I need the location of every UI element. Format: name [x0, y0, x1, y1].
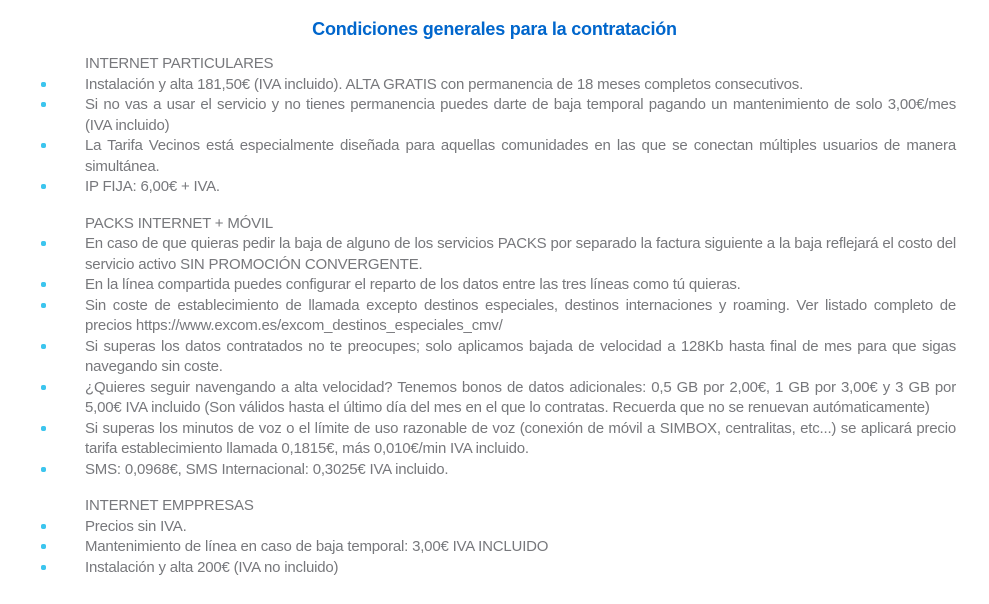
bullet-icon: [41, 102, 46, 107]
list-item-text: IP FIJA: 6,00€ + IVA.: [85, 178, 220, 195]
bullet-icon: [41, 565, 46, 570]
list-item: [85, 558, 956, 579]
bullet-icon: [41, 544, 46, 549]
section-heading: PACKS INTERNET + MÓVIL: [85, 214, 274, 232]
list-item-text: En caso de que quieras pedir la baja de alguno de los servicios PACKS por separado la factura siguiente a la baja reflejará el costo del servicio activo SIN PROMOCIÓN CONVERGENTE.: [85, 235, 956, 273]
list-item-text: Si superas los minutos de voz o el límite de uso razonable de voz (conexión de móvil a SIMBOX, centralitas, etc...) se aplicará precio tarifa establecimiento llamada 0,1815€, más 0,010€/min IVA incluido.: [85, 419, 956, 457]
list-item: [85, 460, 956, 481]
list-item: [85, 378, 956, 419]
list-item: [85, 75, 956, 96]
conditions-content: [85, 54, 956, 578]
bullet-icon: [41, 282, 46, 287]
list-item: [85, 95, 956, 136]
list-item-text: Instalación y alta 200€ (IVA no incluido): [85, 558, 339, 576]
section-internet-empresas: [85, 496, 956, 578]
section-internet-particulares: [85, 54, 956, 198]
bullet-icon: [41, 524, 46, 529]
list-item: [85, 337, 956, 378]
list-item: [85, 275, 956, 296]
bullet-icon: [41, 385, 46, 390]
bullet-icon: [41, 303, 46, 308]
bullet-list: [85, 517, 956, 579]
list-item-text: Precios sin IVA.: [85, 517, 187, 535]
list-item-text: Sin coste de establecimiento de llamada excepto destinos especiales, destinos internaciones y roaming. Ver listado completo de precios https://www.excom.es/excom_destinos_especiales_cmv/: [85, 296, 956, 334]
bullet-icon: [41, 426, 46, 431]
list-item: [85, 537, 956, 558]
list-item-text: ¿Quieres seguir navengando a alta velocidad? Tenemos bonos de datos adicionales: 0,5 GB por 2,00€, 1 GB por 3,00€ y 3 GB por 5,00€ IVA incluido (Son válidos hasta el último día del mes en el que lo contratas. Recuerda que no se renuevan autómaticamente): [85, 378, 956, 416]
list-item: [85, 517, 956, 538]
bullet-list: [85, 75, 956, 198]
bullet-icon: [41, 82, 46, 87]
list-item-text: Si no vas a usar el servicio y no tienes permanencia puedes darte de baja temporal pagando un mantenimiento de solo 3,00€/mes (IVA incluido): [85, 96, 956, 134]
list-item-text: Mantenimiento de línea en caso de baja temporal: 3,00€ IVA INCLUIDO: [85, 538, 549, 555]
list-item: [85, 296, 956, 337]
bullet-icon: [41, 344, 46, 349]
list-item-text: Instalación y alta 181,50€ (IVA incluido). ALTA GRATIS con permanencia de 18 meses completos consecutivos.: [85, 75, 804, 93]
list-item-text: En la línea compartida puedes configurar el reparto de los datos entre las tres líneas como tú quieras.: [85, 276, 741, 293]
section-packs-internet-movil: [85, 214, 956, 481]
bullet-icon: [41, 241, 46, 246]
bullet-icon: [41, 184, 46, 189]
section-heading: INTERNET PARTICULARES: [85, 55, 274, 72]
list-item: [85, 234, 956, 275]
list-item: [85, 136, 956, 177]
list-item: [85, 177, 956, 198]
list-item-text: La Tarifa Vecinos está especialmente diseñada para aquellas comunidades en las que se conectan múltiples usuarios de manera simultánea.: [85, 137, 956, 175]
list-item: [85, 419, 956, 460]
list-item-text: SMS: 0,0968€, SMS Internacional: 0,3025€ IVA incluido.: [85, 460, 449, 478]
section-heading: INTERNET EMPPRESAS: [85, 497, 254, 514]
page-title: Condiciones generales para la contratación: [312, 19, 677, 39]
bullet-list: [85, 234, 956, 480]
list-item-text: Si superas los datos contratados no te preocupes; solo aplicamos bajada de velocidad a 128Kb hasta final de mes para que sigas navegando sin coste.: [85, 337, 956, 375]
bullet-icon: [41, 467, 46, 472]
bullet-icon: [41, 143, 46, 148]
